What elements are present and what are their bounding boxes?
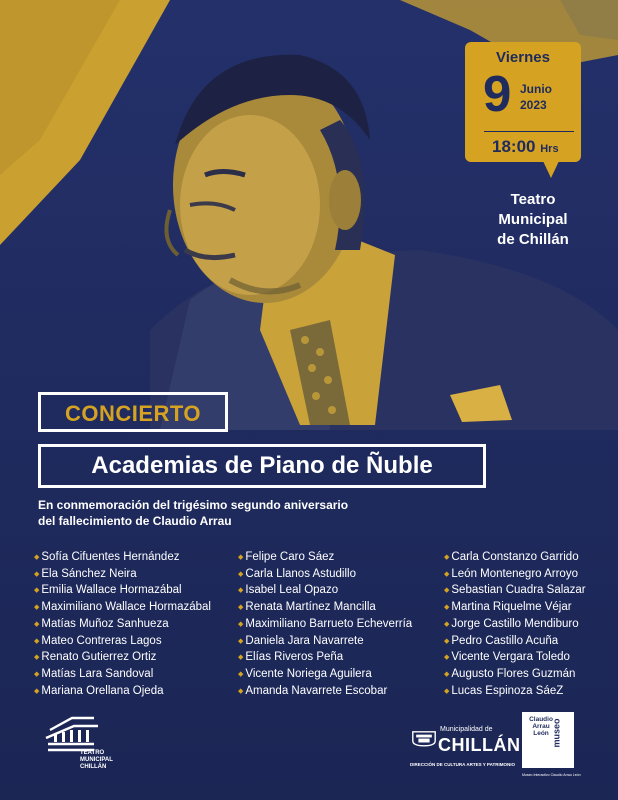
event-title: Academias de Piano de Ñuble bbox=[91, 452, 433, 479]
performers-column-2 bbox=[238, 550, 412, 700]
venue-line: Teatro bbox=[510, 191, 556, 208]
teatro-logo-text: TEATRO MUNICIPAL CHILLÁN bbox=[80, 750, 113, 770]
museo-caption: Museo Interactivo Claudio Arrau León bbox=[522, 773, 581, 777]
venue-line: de Chillán bbox=[497, 231, 569, 248]
municipalidad-directorate: DIRECCIÓN DE CULTURA ARTES Y PATRIMONIO bbox=[410, 762, 516, 767]
performer-name: ◆ Ela Sánchez Neira bbox=[34, 567, 211, 584]
performer-name: ◆ Vicente Noriega Aguilera bbox=[238, 667, 412, 684]
performer-name: ◆ Vicente Vergara Toledo bbox=[444, 650, 586, 667]
venue-line: Municipal bbox=[498, 211, 568, 228]
performer-name: ◆ Sebastian Cuadra Salazar bbox=[444, 583, 586, 600]
performer-name: ◆ Mariana Orellana Ojeda bbox=[34, 684, 211, 701]
event-venue bbox=[480, 190, 586, 250]
performer-name: ◆ Jorge Castillo Mendiburo bbox=[444, 617, 586, 634]
performer-name: ◆ Augusto Flores Guzmán bbox=[444, 667, 586, 684]
event-time: 18:00 Hrs bbox=[492, 137, 559, 156]
performer-name: ◆ Isabel Leal Opazo bbox=[238, 583, 412, 600]
performer-name: ◆ Amanda Navarrete Escobar bbox=[238, 684, 412, 701]
performer-name: ◆ Pedro Castillo Acuña bbox=[444, 634, 586, 651]
performer-name: ◆ Renato Gutierrez Ortiz bbox=[34, 650, 211, 667]
museo-claudio-arrau-logo bbox=[522, 712, 574, 768]
performers-column-1 bbox=[34, 550, 211, 700]
event-month: Junio bbox=[520, 82, 552, 96]
performer-name: ◆ Matías Lara Sandoval bbox=[34, 667, 211, 684]
performer-name: ◆ Lucas Espinoza SáeZ bbox=[444, 684, 586, 701]
municipalidad-crest-icon bbox=[410, 718, 438, 758]
title-box bbox=[38, 444, 486, 488]
performers-column-3 bbox=[444, 550, 586, 700]
performer-name: ◆ Sofía Cifuentes Hernández bbox=[34, 550, 211, 567]
performer-name: ◆ León Montenegro Arroyo bbox=[444, 567, 586, 584]
performer-name: ◆ Mateo Contreras Lagos bbox=[34, 634, 211, 651]
performer-name: ◆ Maximiliano Wallace Hormazábal bbox=[34, 600, 211, 617]
performer-name: ◆ Martina Riquelme Véjar bbox=[444, 600, 586, 617]
performer-name: ◆ Carla Llanos Astudillo bbox=[238, 567, 412, 584]
subtitle-line: En conmemoración del trigésimo segundo aniversario bbox=[38, 498, 349, 512]
event-day-number: 9 bbox=[483, 65, 512, 122]
performer-name: ◆ Carla Constanzo Garrido bbox=[444, 550, 586, 567]
municipalidad-label: Municipalidad de bbox=[440, 726, 493, 733]
date-divider bbox=[484, 131, 574, 132]
museo-name: Claudio Arrau León bbox=[529, 716, 553, 737]
performer-name: ◆ Daniela Jara Navarrete bbox=[238, 634, 412, 651]
event-year: 2023 bbox=[520, 98, 547, 112]
performer-name: ◆ Maximiliano Barrueto Echeverría bbox=[238, 617, 412, 634]
event-subtitle bbox=[38, 497, 438, 529]
performer-name: ◆ Matías Muñoz Sanhueza bbox=[34, 617, 211, 634]
subtitle-line: del fallecimiento de Claudio Arrau bbox=[38, 514, 232, 528]
municipalidad-name: CHILLÁN bbox=[438, 735, 521, 755]
performer-name: ◆ Renata Martínez Mancilla bbox=[238, 600, 412, 617]
concert-label: CONCIERTO bbox=[64, 401, 202, 426]
event-day-name: Viernes bbox=[496, 49, 550, 66]
concert-label-box bbox=[38, 392, 228, 432]
performer-name: ◆ Emilia Wallace Hormazábal bbox=[34, 583, 211, 600]
museo-word: museo bbox=[551, 718, 562, 748]
performer-name: ◆ Elías Riveros Peña bbox=[238, 650, 412, 667]
performer-name: ◆ Felipe Caro Sáez bbox=[238, 550, 412, 567]
event-date-badge bbox=[465, 42, 581, 162]
